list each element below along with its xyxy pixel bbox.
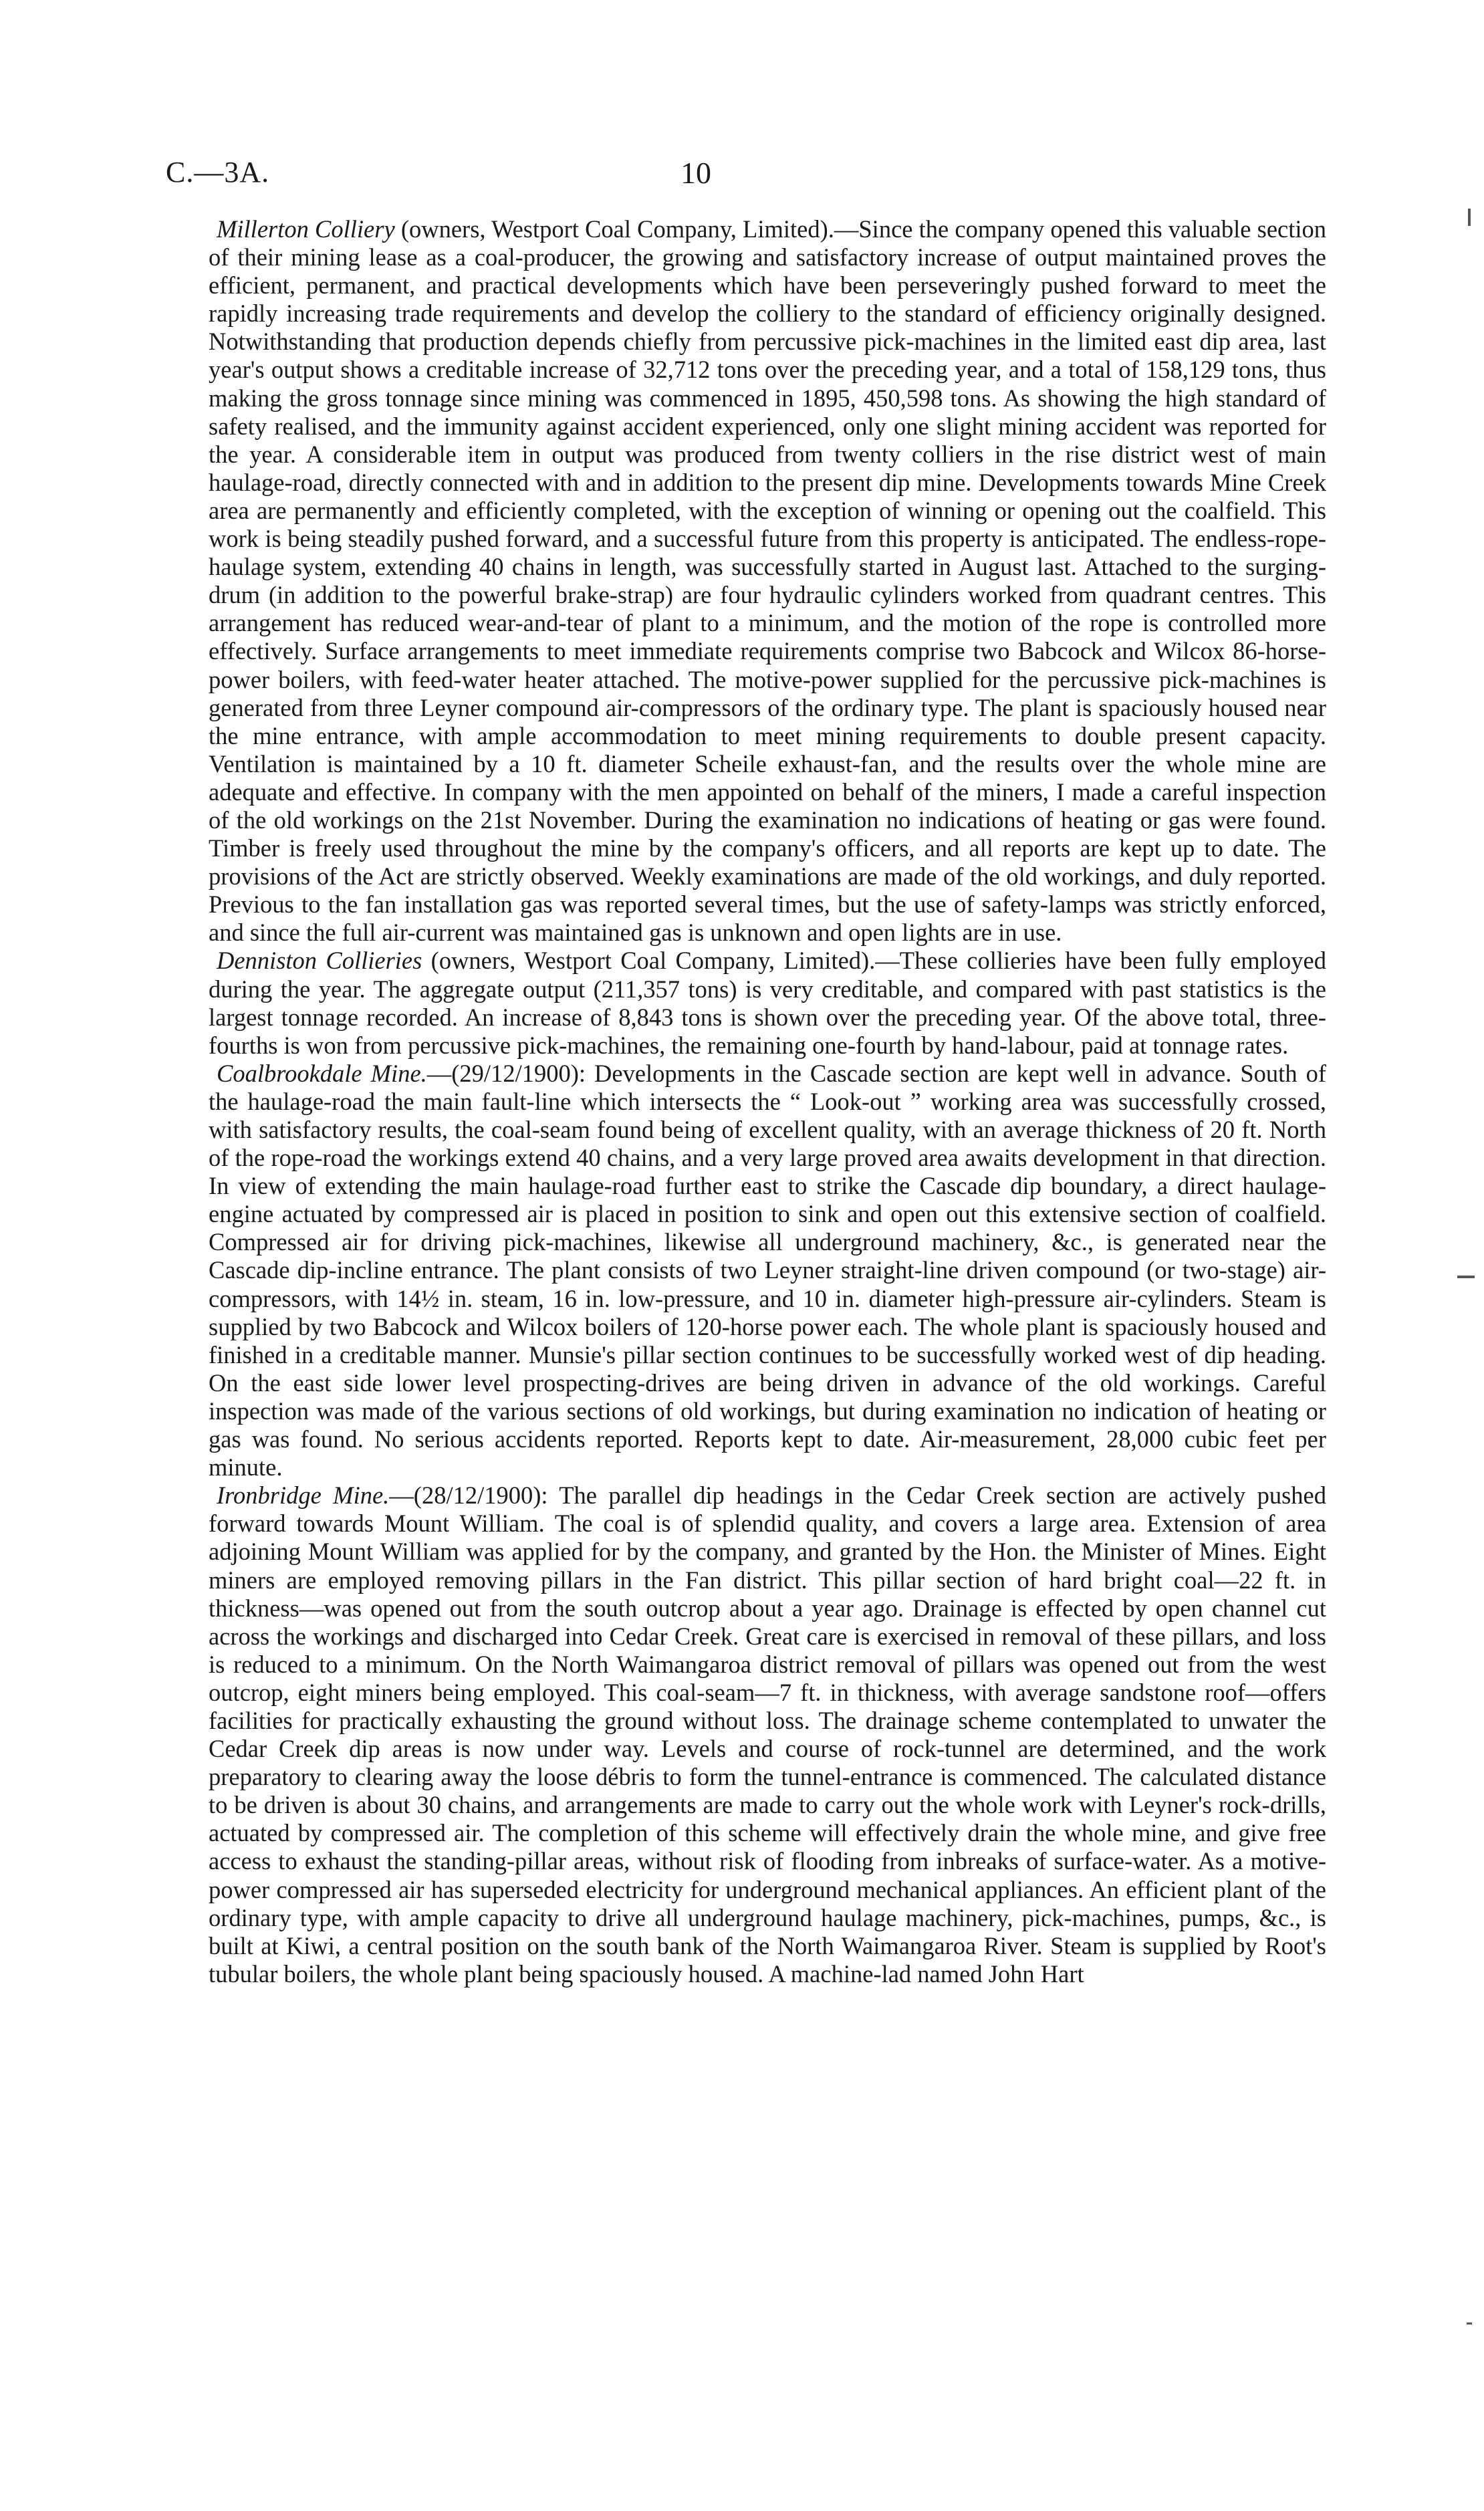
paragraph-millerton-colliery (209, 215, 1326, 947)
paragraph-denniston-collieries (209, 947, 1326, 1059)
paragraph-lead: Ironbridge Mine. (217, 1481, 390, 1510)
body-text (209, 215, 1326, 1988)
page-header (166, 155, 1329, 195)
paragraph-text: —(29/12/1900): Developments in the Cascade section are kept well in advance. South of the haulage-road the main fault-line which intersects the “ Look-out ” working area was successfully crossed, with satisfactory results, the coal-seam found being of excellent quality, with an average thickness of 20 ft. North of the rope-road the workings extend 40 chains, and a very large proved area awaits development in that direction. In view of extending the main haulage-road further east to strike the Cascade dip boundary, a direct haulage-engine actuated by compressed air is placed in position to sink and open out this extensive section of coalfield. Compressed air for driving pick-machines, likewise all underground machinery, &c., is generated near the Cascade dip-incline entrance. The plant consists of two Leyner straight-line driven compound (or two-stage) air-compressors, with 14½ in. steam, 16 in. low-pressure, and 10 in. diameter high-pressure air-cylinders. Steam is supplied by two Babcock and Wilcox boilers of 120-horse power each. The whole plant is spaciously housed and finished in a creditable manner. Munsie's pillar section continues to be successfully worked west of dip heading. On the east side lower level prospecting-drives are being driven in advance of the old workings. Careful inspection was made of the various sections of old workings, but during examination no indication of heating or gas was found. No serious accidents reported. Reports kept to date. Air-measurement, 28,000 cubic feet per minute. (209, 1059, 1326, 1481)
paragraph-text: (owners, Westport Coal Company, Limited).—Since the company opened this valuable section of their mining lease as a coal-producer, the growing and satisfactory increase of output maintained proves the efficient, permanent, and practical developments which have been perseveringly pushed forward to meet the rapidly increasing trade requirements and develop the colliery to the standard of efficiency originally designed. Notwithstanding that production depends chiefly from percussive pick-machines in the limited east dip area, last year's output shows a creditable increase of 32,712 tons over the preceding year, and a total of 158,129 tons, thus making the gross tonnage since mining was commenced in 1895, 450,598 tons. As showing the high standard of safety realised, and the immunity against accident experienced, only one slight mining accident was reported for the year. A considerable item in output was produced from twenty colliers in the rise district west of main haulage-road, directly connected with and in addition to the present dip mine. Developments towards Mine Creek area are permanently and efficiently completed, with the exception of winning or opening out the coalfield. This work is being steadily pushed forward, and a successful future from this property is anticipated. The endless-rope-haulage system, extending 40 chains in length, was successfully started in August last. Attached to the surging-drum (in addition to the powerful brake-strap) are four hydraulic cylinders worked from quadrant centres. This arrangement has reduced wear-and-tear of plant to a minimum, and the motion of the rope is controlled more effectively. Surface arrangements to meet immediate requirements comprise two Babcock and Wilcox 86-horse-power boilers, with feed-water heater attached. The motive-power supplied for the percussive pick-machines is generated from three Leyner compound air-compressors of the ordinary type. The plant is spaciously housed near the mine entrance, with ample accommodation to meet mining requirements to double present capacity. Ventilation is maintained by a 10 ft. diameter Scheile exhaust-fan, and the results over the whole mine are adequate and effective. In company with the men appointed on behalf of the miners, I made a careful inspection of the old workings on the 21st November. During the examination no indications of heating or gas were found. Timber is freely used throughout the mine by the company's officers, and all reports are kept up to date. The provisions of the Act are strictly observed. Weekly examinations are made of the old workings, and duly reported. Previous to the fan installation gas was reported several times, but the use of safety-lamps was strictly enforced, and since the full air-current was maintained gas is unknown and open lights are in use. (209, 215, 1326, 947)
margin-mark (1457, 1276, 1475, 1278)
margin-mark (1468, 209, 1471, 226)
page-number: 10 (681, 156, 711, 190)
margin-mark (1467, 2322, 1472, 2324)
paragraph-text: —(28/12/1900): The parallel dip headings in the Cedar Creek section are actively pushed forward towards Mount William. The coal is of splendid quality, and covers a large area. Extension of area adjoining Mount William was applied for by the company, and granted by the Hon. the Minister of Mines. Eight miners are employed removing pillars in the Fan district. This pillar section of hard bright coal—22 ft. in thickness—was opened out from the south outcrop about a year ago. Drainage is effected by open channel cut across the workings and discharged into Cedar Creek. Great care is exercised in removal of these pillars, and loss is reduced to a minimum. On the North Waimangaroa district removal of pillars was opened out from the west outcrop, eight miners being employed. This coal-seam—7 ft. in thickness, with average sandstone roof—offers facilities for practically exhausting the ground without loss. The drainage scheme contemplated to unwater the Cedar Creek dip areas is now under way. Levels and course of rock-tunnel are determined, and the work preparatory to clearing away the loose débris to form the tunnel-entrance is commenced. The calculated distance to be driven is about 30 chains, and arrangements are made to carry out the whole work with Leyner's rock-drills, actuated by compressed air. The completion of this scheme will effectively drain the whole mine, and give free access to exhaust the standing-pillar areas, without risk of flooding from inbreaks of surface-water. As a motive-power compressed air has superseded electricity for underground mechanical appliances. An efficient plant of the ordinary type, with ample capacity to drive all underground haulage machinery, pick-machines, pumps, &c., is built at Kiwi, a central position on the south bank of the North Waimangaroa River. Steam is supplied by Root's tubular boilers, the whole plant being spaciously housed. A machine-lad named John Hart (209, 1481, 1327, 1988)
paragraph-lead: Millerton Colliery (217, 215, 395, 243)
paragraph-coalbrookdale-mine (209, 1060, 1326, 1481)
paragraph-lead: Denniston Collieries (217, 947, 422, 975)
paragraph-text: (owners, Westport Coal Company, Limited).—These collieries have been fully employed during the year. The aggregate output (211,357 tons) is very creditable, and compared with past statistics is the largest tonnage recorded. An increase of 8,843 tons is shown over the preceding year. Of the above total, three-fourths is won from percussive pick-machines, the remaining one-fourth by hand-labour, paid at tonnage rates. (209, 947, 1326, 1059)
paragraph-lead: Coalbrookdale Mine. (217, 1059, 427, 1087)
paragraph-ironbridge-mine (209, 1481, 1326, 1988)
document-reference: C.—3A. (166, 156, 270, 189)
